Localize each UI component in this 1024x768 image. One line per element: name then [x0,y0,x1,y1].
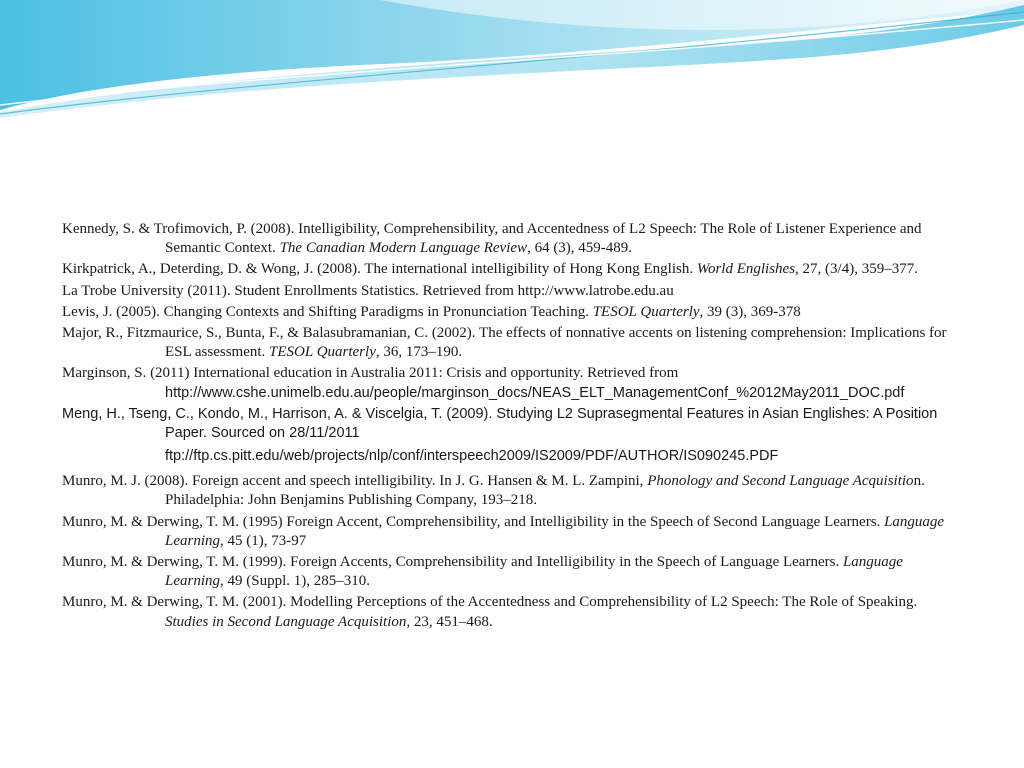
reference-text: Munro, M. & Derwing, T. M. (2001). Modelling Perceptions of the Accentedness and Comprehensibility of L2 Speech: The Role of Speaking. [62,594,918,611]
reference-text: Kennedy, S. & Trofimovich, P. (2008). Intelligibility, Comprehensibility, and Accentedness of L2 Speech: The Role of Listener Experience and Semantic Context. [62,221,922,257]
reference-details: , 36, 173–190. [375,344,463,361]
reference-title: Language Learning [165,513,945,549]
reference-text: La Trobe University (2011). Student Enrollments Statistics. Retrieved from http://www.latrobe.edu.au [62,282,674,299]
reference-text: Meng, H., Tseng, C., Kondo, M., Harrison, A. & Viscelgia, T. (2009). Studying L2 Suprasegmental Features in Asian Englishes: A Position Paper. Sourced on 28/11/2011 [62,405,938,442]
reference-details: 23, 451–468. [410,613,493,630]
reference-details: , 45 (1), 73-97 [220,532,307,549]
reference-text: Kirkpatrick, A., Deterding, D. & Wong, J. (2008). The international intelligibility of Hong Kong English. [62,261,697,278]
reference-text: Munro, M. J. (2008). Foreign accent and speech intelligibility. In J. G. Hansen & M. L. Zampini, [62,473,648,490]
reference-munro-2008 [62,472,962,510]
reference-munro-derwing-1999 [62,553,962,591]
reference-major-2002 [62,324,962,362]
reference-kirkpatrick-2008 [62,260,962,279]
reference-details: , 39 (3), 369-378 [699,303,801,320]
reference-meng-2009 [62,405,962,443]
reference-title: Language Learning [165,554,903,590]
reference-details: , 49 (Suppl. 1), 285–310. [220,573,371,590]
reference-latrobe-2011 [62,282,962,301]
reference-text: Munro, M. & Derwing, T. M. (1995) Foreign Accent, Comprehensibility, and Intelligibility in the Speech of Second Language Learners. [62,513,885,530]
reference-url-link[interactable]: http://www.cshe.unimelb.edu.au/people/marginson_docs/NEAS_ELT_ManagementConf_%2012May2011_DOC.pdf [165,384,905,401]
reference-levis-2005 [62,303,962,322]
references-list [62,220,962,634]
reference-meng-2009-url-link[interactable]: ftp://ftp.cs.pitt.edu/web/projects/nlp/conf/interspeech2009/IS2009/PDF/AUTHOR/IS090245.PDF [165,448,779,465]
reference-text: Major, R., Fitzmaurice, S., Bunta, F., & Balasubramanian, C. (2002). The effects of nonnative accents on listening comprehension: Implications for ESL assessment. [62,325,947,361]
reference-text: Levis, J. (2005). Changing Contexts and Shifting Paradigms in Pronunciation Teaching. [62,303,593,320]
reference-title: The Canadian Modern Language Review [279,240,528,257]
reference-marginson-2011 [62,364,962,402]
reference-title: Studies in Second Language Acquisition, [165,613,411,630]
reference-text: Munro, M. & Derwing, T. M. (1999). Foreign Accents, Comprehensibility and Intelligibility in the Speech of Language Learners. [62,554,843,571]
reference-details: n. Philadelphia: John Benjamins Publishing Company, 193–218. [165,473,925,509]
reference-details: , 27, (3/4), 359–377. [795,261,918,278]
reference-details: , 64 (3), 459-489. [527,240,633,257]
reference-kennedy-2008 [62,220,962,258]
reference-text: Marginson, S. (2011) International education in Australia 2011: Crisis and opportunity. Retrieved from [62,365,679,382]
reference-title: Phonology and Second Language Acquisitio [647,473,914,490]
reference-title: World Englishes [696,261,796,278]
reference-munro-derwing-2001 [62,593,962,631]
header-swoosh-decoration [0,0,1024,130]
reference-title: TESOL Quarterly [269,344,376,361]
reference-munro-derwing-1995 [62,513,962,551]
reference-title: TESOL Quarterly [592,303,700,320]
